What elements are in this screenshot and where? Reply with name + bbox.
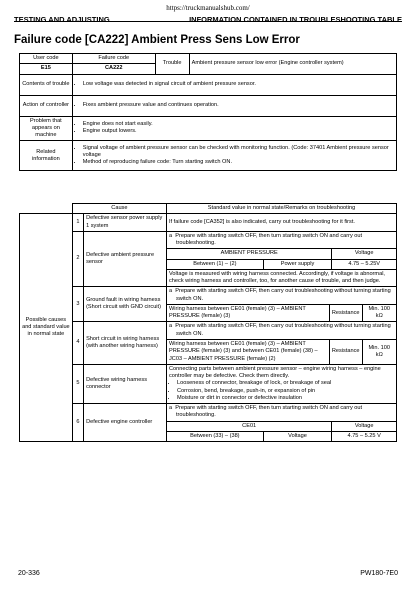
cause-remark: If failure code [CA352] is also indicated, carry out troubleshooting for it first. xyxy=(167,214,397,232)
connector-check-item: • Corrosion, bend, breakage, push-in, or expansion of pin xyxy=(177,388,394,395)
cause-number: 5 xyxy=(72,364,83,403)
check-type: Voltage xyxy=(332,421,396,431)
check-type: Voltage xyxy=(332,249,396,259)
connector-check-intro: Connecting parts between ambient pressure sensor – engine wiring harness – engine controller may be defective. Check them directly. xyxy=(169,365,381,380)
cause-number: 6 xyxy=(72,404,83,442)
related-list: • Signal voltage of ambient pressure sensor can be checked with monitoring function. (Code: 37401 Ambient pressure sensor voltage • Method of reproducing failure code: Turn starting switch ON. xyxy=(72,141,396,171)
cause-number: 4 xyxy=(72,322,83,364)
trouble-text: Ambient pressure sensor low error (Engine controller system) xyxy=(189,54,396,75)
cause-label: Short circuit in wiring harness (with another wiring harness) xyxy=(84,322,167,364)
cause-label: Ground fault in wiring harness (Short circuit with GND circuit) xyxy=(84,287,167,322)
cause-remark: a Prepare with starting switch OFF, then carry out troubleshooting without turning starting switch ON. Wiring harness between CE01 (female) (3) – AMBIENT PRESSURE (female) (3) and between CE01 (female) (38) – JC03 – AMBIENT PRESSURE (female) (2) Resistance Min. 100 kΩ xyxy=(167,322,397,364)
problem-list: • Engine does not start easily. • Engine output lowers. xyxy=(72,116,396,141)
connector-check-item: • Looseness of connector, breakage of lock, or breakage of seal xyxy=(177,380,394,387)
action-label: Action of controller xyxy=(20,95,73,116)
cause-remark xyxy=(167,364,397,403)
page-header xyxy=(14,4,402,30)
check-value: Min. 100 kΩ xyxy=(362,339,396,363)
possible-causes-label: Possible causes and standard value in normal state xyxy=(20,214,73,442)
header-chapter-title: INFORMATION CONTAINED IN TROUBLESHOOTING TABLE xyxy=(189,15,402,24)
failure-code-value: CA222 xyxy=(72,64,155,74)
cause-label: Defective engine controller xyxy=(84,404,167,442)
cause-remark: a Prepare with starting switch OFF, then turn starting switch ON and carry out troubleshooting. AMBIENT PRESSURE Voltage Between (1) – (2) Power supply 4.75 – 5.25V Voltage is measured with wiring harness connected. Accordingly, if voltage is abnormal, check wiring harness and controller, too, for another cause of trouble, and then judge. xyxy=(167,231,397,287)
cause-label: Defective ambient pressure sensor xyxy=(84,231,167,287)
check-pins: Between (33) – (38) xyxy=(167,431,263,441)
cause-number: 2 xyxy=(72,231,83,287)
cause-number: 3 xyxy=(72,287,83,322)
cause-header: Cause xyxy=(72,204,166,214)
standard-header: Standard value in normal state/Remarks on troubleshooting xyxy=(167,204,397,214)
check-pins: Between (1) – (2) xyxy=(167,259,263,269)
check-pins: Wiring harness between CE01 (female) (3) – AMBIENT PRESSURE (female) (3) xyxy=(167,304,329,321)
connector-check-item: • Moisture or dirt in connector or defective insulation xyxy=(177,395,394,402)
check-item: Resistance xyxy=(329,339,362,363)
cause-remark: a Prepare with starting switch OFF, then turn starting switch ON and carry out troubleshooting. CE01 Voltage Between (33) – (38) Voltage 4.75 – 5.25 V xyxy=(167,404,397,442)
failure-code-label: Failure code xyxy=(72,54,155,64)
cause-number: 1 xyxy=(72,214,83,232)
check-note: Voltage is measured with wiring harness connected. Accordingly, if voltage is abnormal, check wiring harness and controller, too, for another cause of trouble, and then judge. xyxy=(167,269,396,286)
cause-remark: a Prepare with starting switch OFF, then carry out troubleshooting without turning starting switch ON. Wiring harness between CE01 (female) (3) – AMBIENT PRESSURE (female) (3) Resistance Min. 100 kΩ xyxy=(167,287,397,322)
user-code-value: E15 xyxy=(20,64,73,74)
action-text: • Fixes ambient pressure value and continues operation. xyxy=(72,95,396,116)
check-item: Resistance xyxy=(329,304,362,321)
check-item: Power supply xyxy=(263,259,332,269)
check-value: Min. 100 kΩ xyxy=(362,304,396,321)
check-connector: AMBIENT PRESSURE xyxy=(167,249,332,259)
trouble-label: Trouble xyxy=(155,54,189,75)
header-section-title: TESTING AND ADJUSTING xyxy=(14,15,110,24)
check-pins: Wiring harness between CE01 (female) (3) – AMBIENT PRESSURE (female) (3) and between CE01 (female) (38) – JC03 – AMBIENT PRESSURE (female) (2) xyxy=(167,339,329,363)
header-rule xyxy=(14,21,402,22)
cause-label: Defective sensor power supply 1 system xyxy=(84,214,167,232)
problem-label: Problem that appears on machine xyxy=(20,116,73,141)
check-connector: CE01 xyxy=(167,421,332,431)
cause-table xyxy=(19,203,397,442)
related-label: Related information xyxy=(20,141,73,171)
document-code: PW180-7E0 xyxy=(360,570,398,577)
check-value: 4.75 – 5.25V xyxy=(332,259,396,269)
cause-label: Defective wiring harness connector xyxy=(84,364,167,403)
check-item: Voltage xyxy=(263,431,332,441)
page-number: 20-336 xyxy=(18,570,40,577)
contents-text: • Low voltage was detected in signal circuit of ambient pressure sensor. xyxy=(72,74,396,95)
page-title: Failure code [CA222] Ambient Press Sens Low Error xyxy=(14,34,300,46)
contents-label: Contents of trouble xyxy=(20,74,73,95)
failure-info-table xyxy=(19,53,397,171)
user-code-label: User code xyxy=(20,54,73,64)
source-url: https://truckmanualshub.com/ xyxy=(166,4,250,12)
check-value: 4.75 – 5.25 V xyxy=(332,431,396,441)
